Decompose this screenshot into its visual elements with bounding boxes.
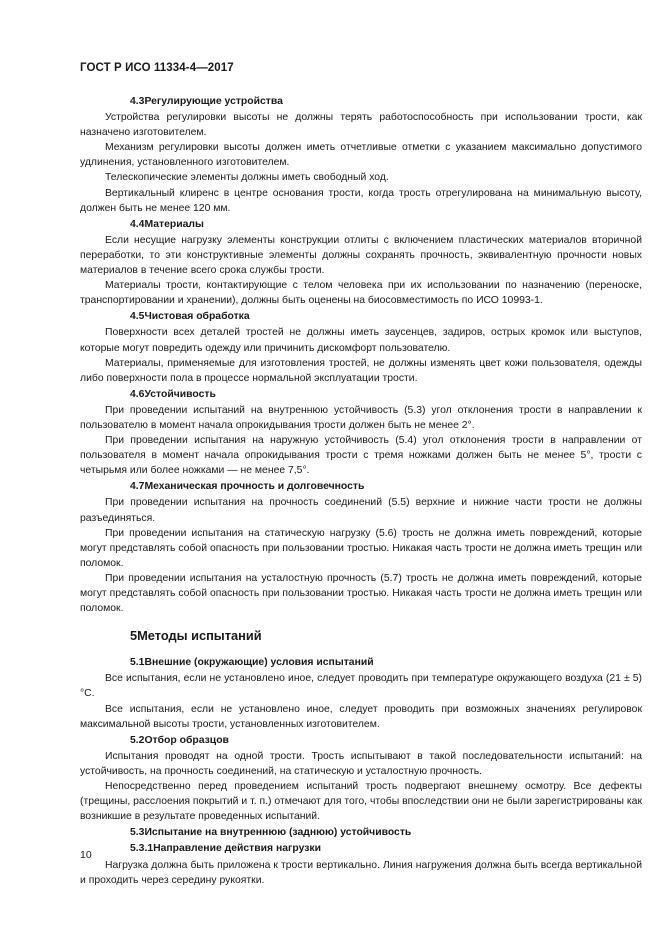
paragraph: Вертикальный клиренс в центре основания трости, когда трость отрегулирована на минимальную высоту, должен быть не менее 120 мм. xyxy=(80,187,642,214)
heading-number: 4.5 xyxy=(130,311,145,323)
subsection-heading xyxy=(80,733,642,748)
paragraph: Все испытания, если не установлено иное, следует проводить при возможных значениях регулировок максимальной высоты трости, установленных изготовителем. xyxy=(80,703,642,730)
heading-text: Испытание на внутреннюю (заднюю) устойчивость xyxy=(144,827,412,839)
heading-number: 4.7 xyxy=(130,481,145,493)
heading-text: Механическая прочность и долговечность xyxy=(144,481,365,493)
subsection-heading xyxy=(80,309,642,324)
subsection-heading xyxy=(80,479,642,494)
document-header: ГОСТ Р ИСО 11334-4—2017 xyxy=(80,62,234,74)
heading-number: 4.6 xyxy=(130,388,145,400)
paragraph: Устройства регулировки высоты не должны терять работоспособность при использовании трости, как назначено изготовителем. xyxy=(80,112,642,139)
section-heading xyxy=(80,628,642,643)
paragraph: Телескопические элементы должны иметь свободный ход. xyxy=(105,172,389,184)
paragraph: Испытания проводят на одной трости. Трость испытывают в такой последовательности испытаний: на устойчивость, на прочность соединений, на статическую и усталостную прочность. xyxy=(80,750,642,777)
heading-text: Устойчивость xyxy=(144,388,216,400)
heading-number: 5.1 xyxy=(130,657,145,669)
heading-text: Методы испытаний xyxy=(137,628,262,644)
paragraph: Механизм регулировки высоты должен иметь отчетливые отметки с указанием максимально допустимого удлинения, установленного изготовителем. xyxy=(80,142,642,169)
heading-text: Материалы xyxy=(144,218,204,230)
paragraph: При проведении испытания на наружную устойчивость (5.4) угол отклонения трости в направлении от пользователя в момент начала опрокидывания трости с тремя ножками должен быть не менее 5°, трости с четырьмя или более ножками — не менее 7,5°. xyxy=(80,435,642,477)
heading-text: Чистовая обработка xyxy=(144,311,250,323)
paragraph: При проведении испытания на прочность соединений (5.5) верхние и нижние части трости не должны разъединяться. xyxy=(80,497,642,524)
heading-number: 5.2 xyxy=(130,734,145,746)
heading-text: Внешние (окружающие) условия испытаний xyxy=(144,657,374,669)
paragraph: Непосредственно перед проведением испытаний трость подвергают внешнему осмотру. Все дефекты (трещины, расслоения покрытий и т. п.) отмечают для того, чтобы впоследствии они не были зарегистрированы как возникшие в результате проведенных испытаний. xyxy=(80,781,642,823)
page-number: 10 xyxy=(80,849,92,861)
heading-number: 4.4 xyxy=(130,218,145,230)
subsection-heading xyxy=(80,387,642,402)
subsection-heading xyxy=(80,217,642,232)
subsection-heading xyxy=(80,825,642,840)
paragraph: Если несущие нагрузку элементы конструкции отлиты с включением пластических материалов вторичной переработки, то эти конструктивные элементы должны сохранять прочность, эквивалентную прочности новых материалов в течение всего срока службы трости. xyxy=(80,234,642,277)
paragraph: Поверхности всех деталей тростей не должны иметь заусенцев, задиров, острых кромок или выступов, которые могут повредить одежду или причинить дискомфорт пользователю. xyxy=(80,327,642,354)
heading-number: 4.3 xyxy=(130,96,145,107)
subsection-heading xyxy=(80,655,642,670)
paragraph: Материалы трости, контактирующие с телом человека при их использовании по назначению (переноске, транспортировании и хранении), должны быть оценены на биосовместимость по ИСО 10993-1. xyxy=(80,280,642,307)
document-body xyxy=(80,93,642,888)
subsection-heading xyxy=(80,94,642,109)
paragraph: Все испытания, если не установлено иное, следует проводить при температуре окружающего воздуха (21 ± 5) °С. xyxy=(80,673,642,700)
heading-text: Направление действия нагрузки xyxy=(153,843,321,855)
heading-number: 5 xyxy=(130,628,138,644)
paragraph: При проведении испытаний на внутреннюю устойчивость (5.3) угол отклонения трости в направлении к пользователю в момент начала опрокидывания трости должен быть не менее 2°. xyxy=(80,404,642,431)
heading-number: 5.3.1 xyxy=(130,843,154,855)
heading-number: 5.3 xyxy=(130,827,145,839)
paragraph: Материалы, применяемые для изготовления тростей, не должны изменять цвет кожи пользователя, одежды либо поверхности пола в процессе нормальной эксплуатации трости. xyxy=(80,357,642,384)
heading-text: Регулирующие устройства xyxy=(144,96,283,107)
subsection-heading xyxy=(80,841,642,856)
heading-text: Отбор образцов xyxy=(144,734,229,746)
paragraph: При проведении испытания на статическую нагрузку (5.6) трость не должна иметь повреждений, которые могут представлять собой опасность при пользовании тростью. Никакая часть трости не должна иметь трещин или поломок. xyxy=(80,527,642,569)
paragraph: При проведении испытания на усталостную прочность (5.7) трость не должна иметь повреждений, которые могут представлять собой опасность при пользовании тростью. Никакая часть трости не должна иметь трещин или поломок. xyxy=(80,572,642,615)
paragraph: Нагрузка должна быть приложена к трости вертикально. Линия нагружения должна быть всегда вертикальной и проходить через середину рукоятки. xyxy=(80,859,642,886)
